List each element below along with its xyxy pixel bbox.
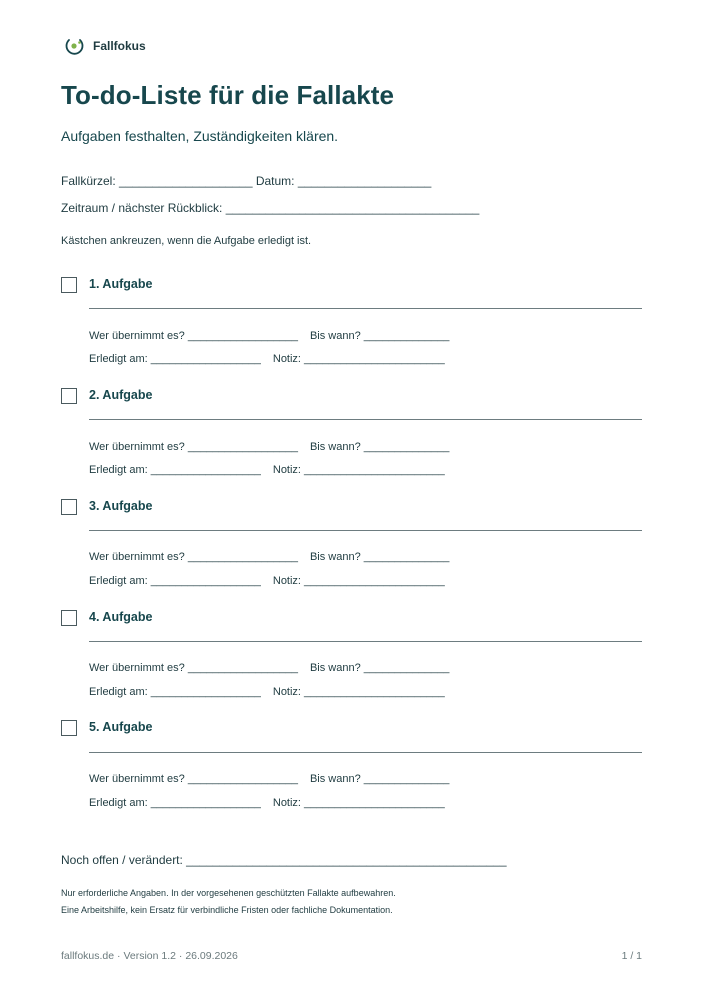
note-field[interactable]: Notiz: _______________________ [272,797,445,809]
assignee-field[interactable]: Wer übernimmt es? __________________ [89,441,298,453]
task-item [61,610,642,705]
due-date-field[interactable]: Bis wann? ______________ [309,662,450,674]
page-subtitle: Aufgaben festhalten, Zuständigkeiten klären. [61,128,339,144]
assignee-field[interactable]: Wer übernimmt es? __________________ [89,773,298,785]
due-date-field[interactable]: Bis wann? ______________ [309,773,450,785]
task-item [61,499,642,594]
task-description-line[interactable] [89,752,642,753]
task-checkbox[interactable] [61,610,77,626]
task-assignee-row[interactable] [89,773,449,785]
note-field[interactable]: Notiz: _______________________ [272,464,445,476]
task-title: 4. Aufgabe [89,610,153,624]
brand-header [63,36,146,56]
open-changed-field[interactable]: Noch offen / verändert: ________________________________________________ [61,853,507,867]
completed-date-field[interactable]: Erledigt am: __________________ [89,353,261,365]
due-date-field[interactable]: Bis wann? ______________ [309,551,450,563]
task-description-line[interactable] [89,308,642,309]
task-completion-row[interactable] [89,353,445,365]
case-date-field[interactable]: Fallkürzel: ____________________ Datum: ____________________ [61,174,432,188]
task-completion-row[interactable] [89,686,445,698]
assignee-field[interactable]: Wer übernimmt es? __________________ [89,662,298,674]
disclaimer-note: Eine Arbeitshilfe, kein Ersatz für verbindliche Fristen oder fachliche Dokumentation. [61,905,393,915]
task-assignee-row[interactable] [89,441,449,453]
note-field[interactable]: Notiz: _______________________ [272,353,445,365]
task-checkbox[interactable] [61,499,77,515]
task-checkbox[interactable] [61,720,77,736]
task-assignee-row[interactable] [89,330,449,342]
task-checkbox[interactable] [61,388,77,404]
footer-version: fallfokus.de · Version 1.2 · 26.09.2026 [61,950,238,962]
brand-name: Fallfokus [93,39,146,53]
leaf-circle-icon [63,36,85,56]
task-item [61,277,642,372]
completed-date-field[interactable]: Erledigt am: __________________ [89,797,261,809]
assignee-field[interactable]: Wer übernimmt es? __________________ [89,330,298,342]
task-assignee-row[interactable] [89,662,449,674]
assignee-field[interactable]: Wer übernimmt es? __________________ [89,551,298,563]
completed-date-field[interactable]: Erledigt am: __________________ [89,686,261,698]
task-item [61,388,642,483]
task-description-line[interactable] [89,641,642,642]
task-completion-row[interactable] [89,464,445,476]
task-description-line[interactable] [89,419,642,420]
task-completion-row[interactable] [89,797,445,809]
note-field[interactable]: Notiz: _______________________ [272,686,445,698]
due-date-field[interactable]: Bis wann? ______________ [309,330,450,342]
task-item [61,720,642,815]
review-period-field[interactable]: Zeitraum / nächster Rückblick: ______________________________________ [61,201,480,215]
task-title: 5. Aufgabe [89,720,153,734]
privacy-note: Nur erforderliche Angaben. In der vorgesehenen geschützten Fallakte aufbewahren. [61,888,396,898]
task-title: 2. Aufgabe [89,388,153,402]
task-title: 3. Aufgabe [89,499,153,513]
page-number: 1 / 1 [621,950,642,962]
completed-date-field[interactable]: Erledigt am: __________________ [89,575,261,587]
task-checkbox[interactable] [61,277,77,293]
task-description-line[interactable] [89,530,642,531]
note-field[interactable]: Notiz: _______________________ [272,575,445,587]
task-completion-row[interactable] [89,575,445,587]
completed-date-field[interactable]: Erledigt am: __________________ [89,464,261,476]
due-date-field[interactable]: Bis wann? ______________ [309,441,450,453]
page-title: To-do-Liste für die Fallakte [61,80,395,110]
instruction-hint: Kästchen ankreuzen, wenn die Aufgabe erledigt ist. [61,235,312,247]
task-title: 1. Aufgabe [89,277,153,291]
task-assignee-row[interactable] [89,551,449,563]
